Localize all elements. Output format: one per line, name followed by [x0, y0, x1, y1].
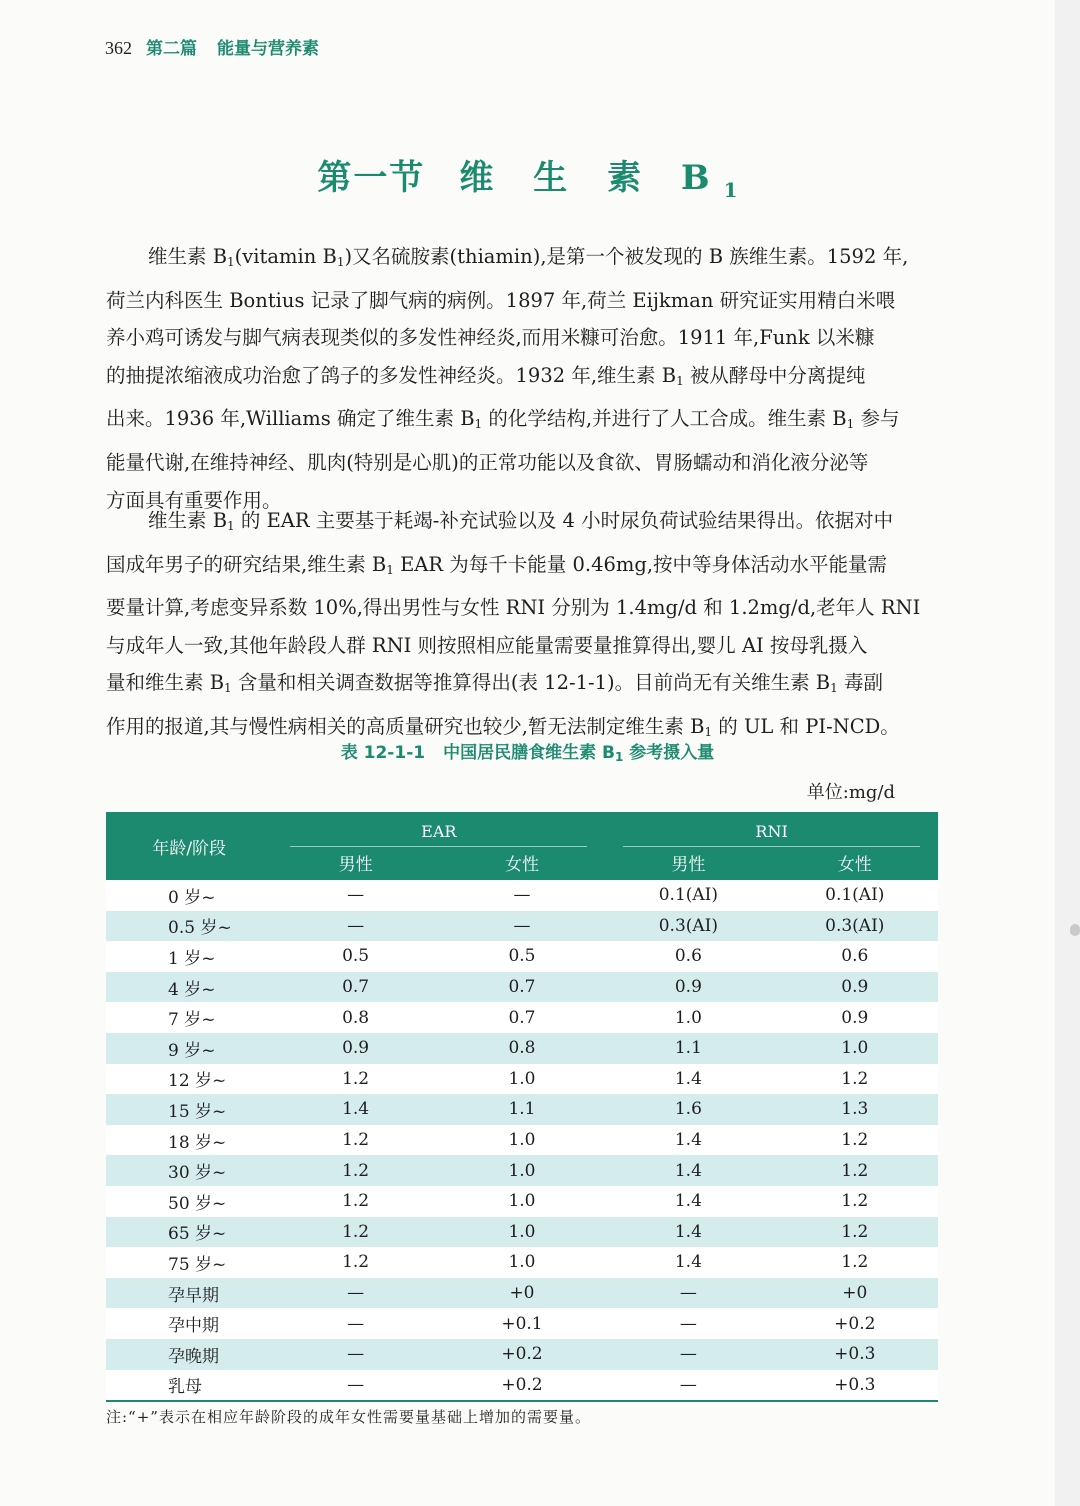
value-cell: 0.8 [272, 1002, 438, 1033]
paragraph-2 [106, 502, 940, 752]
age-cell: 孕中期 [106, 1308, 272, 1339]
value-cell: 1.3 [772, 1094, 938, 1125]
age-cell: 65 岁~ [106, 1217, 272, 1248]
value-cell: 1.2 [272, 1155, 438, 1186]
value-cell: +0.2 [439, 1370, 605, 1402]
age-cell: 0 岁~ [106, 879, 272, 911]
value-cell: 1.2 [772, 1247, 938, 1278]
value-cell: 1.4 [272, 1094, 438, 1125]
value-cell: 1.0 [605, 1002, 771, 1033]
value-cell: 0.7 [272, 972, 438, 1003]
text-segment: 的化学结构,并进行了人工合成。维生素 B [482, 407, 847, 431]
table-row [106, 972, 938, 1003]
value-cell: +0.3 [772, 1339, 938, 1370]
value-cell: 1.2 [272, 1064, 438, 1095]
text-segment: 国成年男子的研究结果,维生素 B [106, 552, 387, 576]
value-cell: 1.0 [772, 1033, 938, 1064]
value-cell: — [605, 1308, 771, 1339]
text-segment: 含量和相关调查数据等推算得出(表 12-1-1)。目前尚无有关维生素 B [231, 671, 831, 695]
age-cell: 孕早期 [106, 1278, 272, 1309]
age-cell: 乳母 [106, 1370, 272, 1402]
part-label: 第二篇 [146, 39, 197, 59]
value-cell: 0.3(AI) [605, 911, 771, 942]
subscript: 1 [386, 562, 394, 577]
value-cell: — [272, 1278, 438, 1309]
value-cell: 0.5 [439, 941, 605, 972]
table-row [106, 1155, 938, 1186]
table-row [106, 1308, 938, 1339]
value-cell: — [272, 1308, 438, 1339]
age-cell: 4 岁~ [106, 972, 272, 1003]
table-row [106, 1094, 938, 1125]
table-row [106, 1278, 938, 1309]
header-rni-male: 男性 [605, 847, 771, 879]
value-cell: 0.1(AI) [605, 879, 771, 911]
header-ear-male: 男性 [272, 847, 438, 879]
value-cell: 1.2 [772, 1064, 938, 1095]
section-title [0, 150, 1055, 202]
text-segment: 能量代谢,在维持神经、肌肉(特别是心肌)的正常功能以及食欲、胃肠蠕动和消化液分泌等 [106, 450, 869, 474]
value-cell: 1.1 [439, 1094, 605, 1125]
value-cell: 1.2 [272, 1247, 438, 1278]
value-cell: — [439, 879, 605, 911]
text-segment: 要量计算,考虑变异系数 10%,得出男性与女性 RNI 分别为 1.4mg/d 和 1.2mg/d,老年人 RNI [106, 596, 921, 620]
value-cell: — [439, 911, 605, 942]
value-cell: +0.2 [772, 1308, 938, 1339]
part-title: 能量与营养素 [217, 39, 319, 59]
value-cell: 1.4 [605, 1247, 771, 1278]
text-segment: 毒副 [837, 671, 883, 695]
header-rni-female: 女性 [772, 847, 938, 879]
value-cell: 1.0 [439, 1125, 605, 1156]
table-row [106, 911, 938, 942]
table-row [106, 1247, 938, 1278]
age-cell: 1 岁~ [106, 941, 272, 972]
value-cell: 0.8 [439, 1033, 605, 1064]
text-line [106, 357, 940, 401]
value-cell: +0.3 [772, 1370, 938, 1402]
age-cell: 9 岁~ [106, 1033, 272, 1064]
value-cell: +0 [439, 1278, 605, 1309]
value-cell: 1.2 [772, 1186, 938, 1217]
text-line [106, 444, 940, 482]
subscript: 1 [676, 373, 684, 388]
value-cell: 0.3(AI) [772, 911, 938, 942]
value-cell: — [272, 1370, 438, 1402]
value-cell: 0.6 [605, 941, 771, 972]
value-cell: — [605, 1339, 771, 1370]
value-cell: 0.7 [439, 1002, 605, 1033]
table-row [106, 879, 938, 911]
value-cell: 1.2 [772, 1125, 938, 1156]
table-row [106, 1002, 938, 1033]
value-cell: — [272, 911, 438, 942]
text-segment: 被从酵母中分离提纯 [683, 363, 866, 387]
table-note: 注:“+”表示在相应年龄阶段的成年女性需要量基础上增加的需要量。 [106, 1408, 591, 1426]
value-cell: — [272, 879, 438, 911]
text-line [106, 238, 940, 282]
text-segment: 的 UL 和 PI-NCD。 [712, 714, 900, 738]
value-cell: 0.9 [272, 1033, 438, 1064]
text-segment: 参与 [854, 407, 900, 431]
text-segment: 的抽提浓缩液成功治愈了鸽子的多发性神经炎。1932 年,维生素 B [106, 363, 677, 387]
text-segment: )又名硫胺素(thiamin),是第一个被发现的 B 族维生素。1592 年, [344, 245, 909, 268]
value-cell: 1.0 [439, 1155, 605, 1186]
age-cell: 0.5 岁~ [106, 911, 272, 942]
section-label: 第一节 [317, 158, 426, 198]
value-cell: +0.1 [439, 1308, 605, 1339]
text-line [106, 627, 940, 665]
table-title-subscript: 1 [614, 750, 624, 764]
text-segment: (vitamin B [234, 245, 337, 268]
value-cell: 1.0 [439, 1217, 605, 1248]
text-segment: 出来。1936 年,Williams 确定了维生素 B [106, 407, 475, 431]
table-caption [0, 738, 1055, 764]
value-cell: 0.6 [772, 941, 938, 972]
value-cell: 1.4 [605, 1217, 771, 1248]
age-cell: 75 岁~ [106, 1247, 272, 1278]
text-segment: 维生素 B [148, 509, 228, 532]
value-cell: 0.9 [772, 1002, 938, 1033]
viewer-margin [1055, 0, 1080, 1506]
value-cell: 1.2 [272, 1186, 438, 1217]
value-cell: 1.0 [439, 1186, 605, 1217]
text-line [106, 282, 940, 320]
value-cell: 1.4 [605, 1155, 771, 1186]
table-row [106, 1217, 938, 1248]
table-number: 表 12-1-1 [340, 743, 426, 763]
text-line [106, 319, 940, 357]
value-cell: 1.2 [772, 1155, 938, 1186]
text-line [106, 546, 940, 590]
text-segment: 养小鸡可诱发与脚气病表现类似的多发性神经炎,而用米糠可治愈。1911 年,Funk 以米糠 [106, 326, 875, 350]
value-cell: 0.1(AI) [772, 879, 938, 911]
value-cell: 1.0 [439, 1247, 605, 1278]
header-ear-female: 女性 [439, 847, 605, 879]
text-segment: EAR 为每千卡能量 0.46mg,按中等身体活动水平能量需 [393, 552, 888, 576]
table-unit: 单位:mg/d [806, 782, 895, 803]
text-segment: 量和维生素 B [106, 671, 225, 695]
table-row [106, 1339, 938, 1370]
header-rni: RNI [605, 812, 938, 847]
text-segment: 维生素 B [148, 245, 228, 268]
table-row [106, 1033, 938, 1064]
value-cell: 0.9 [772, 972, 938, 1003]
age-cell: 18 岁~ [106, 1125, 272, 1156]
text-segment: 荷兰内科医生 Bontius 记录了脚气病的病例。1897 年,荷兰 Eijkman 研究证实用精白米喂 [106, 288, 896, 312]
value-cell: 0.7 [439, 972, 605, 1003]
value-cell: 1.4 [605, 1186, 771, 1217]
text-segment: 方面具有重要作用。 [106, 488, 282, 512]
value-cell: +0 [772, 1278, 938, 1309]
text-segment: 与成年人一致,其他年龄段人群 RNI 则按照相应能量需要量推算得出,婴儿 AI 按母乳摄入 [106, 633, 868, 657]
value-cell: — [272, 1339, 438, 1370]
text-segment: 作用的报道,其与慢性病相关的高质量研究也较少,暂无法制定维生素 B [106, 714, 705, 738]
text-line [106, 664, 940, 708]
value-cell: 0.9 [605, 972, 771, 1003]
header-ear: EAR [272, 812, 605, 847]
subscript: 1 [227, 255, 235, 269]
text-segment: 的 EAR 主要基于耗竭-补充试验以及 4 小时尿负荷试验结果得出。依据对中 [234, 509, 894, 532]
text-line [106, 502, 940, 546]
value-cell: +0.2 [439, 1339, 605, 1370]
text-line [106, 589, 940, 627]
subscript: 1 [474, 417, 483, 432]
age-cell: 15 岁~ [106, 1094, 272, 1125]
table-title: 中国居民膳食维生素 B [443, 743, 615, 763]
subscript: 1 [830, 681, 838, 696]
table-row [106, 1125, 938, 1156]
value-cell: — [605, 1278, 771, 1309]
age-cell: 50 岁~ [106, 1186, 272, 1217]
value-cell: 0.5 [272, 941, 438, 972]
text-line [106, 400, 940, 444]
value-cell: 1.4 [605, 1125, 771, 1156]
value-cell: — [605, 1370, 771, 1402]
header-age: 年龄/阶段 [106, 812, 272, 879]
value-cell: 1.2 [772, 1217, 938, 1248]
scroll-indicator[interactable] [1070, 924, 1080, 936]
section-name-subscript: 1 [723, 177, 738, 202]
subscript: 1 [336, 255, 345, 269]
vitamin-b1-table [106, 812, 938, 1402]
value-cell: 1.0 [439, 1064, 605, 1095]
table-row [106, 1186, 938, 1217]
subscript: 1 [704, 724, 713, 739]
table-title-tail: 参考摄入量 [623, 743, 715, 763]
value-cell: 1.4 [605, 1064, 771, 1095]
age-cell: 7 岁~ [106, 1002, 272, 1033]
value-cell: 1.2 [272, 1217, 438, 1248]
subscript: 1 [846, 417, 855, 432]
age-cell: 孕晚期 [106, 1339, 272, 1370]
value-cell: 1.2 [272, 1125, 438, 1156]
running-head [105, 34, 319, 60]
value-cell: 1.1 [605, 1033, 771, 1064]
subscript: 1 [227, 519, 235, 533]
table-row [106, 1064, 938, 1095]
value-cell: 1.6 [605, 1094, 771, 1125]
subscript: 1 [224, 681, 232, 696]
age-cell: 12 岁~ [106, 1064, 272, 1095]
page-number: 362 [105, 38, 132, 58]
age-cell: 30 岁~ [106, 1155, 272, 1186]
table-row [106, 1370, 938, 1402]
table-body [106, 879, 938, 1401]
paragraph-1 [106, 238, 940, 519]
section-name: 维 生 素 B [459, 158, 724, 198]
table-row [106, 941, 938, 972]
